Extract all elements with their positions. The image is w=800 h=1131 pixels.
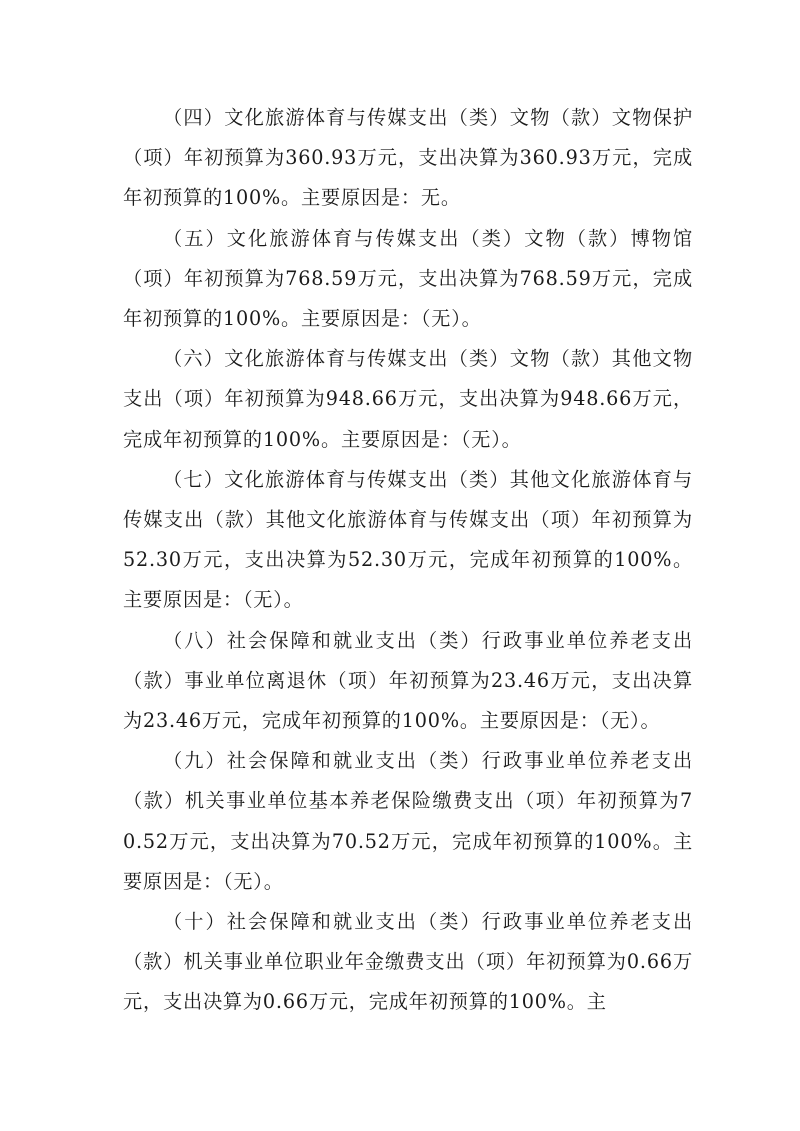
paragraph-7-other-culture-tourism-sports-media: （七）文化旅游体育与传媒支出（类）其他文化旅游体育与传媒支出（款）其他文化旅游体育与传媒支出（项）年初预算为52.30万元，支出决算为52.30万元，完成年初预算的100%。主要原因是：（无）。 bbox=[123, 467, 693, 612]
paragraph-5-museum: （五）文化旅游体育与传媒支出（类）文物（款）博物馆（项）年初预算为768.59万元，支出决算为768.59万元，完成年初预算的100%。主要原因是：（无）。 bbox=[123, 226, 693, 331]
document-body bbox=[123, 98, 693, 1023]
paragraph-8-institution-retirement: （八）社会保障和就业支出（类）行政事业单位养老支出（款）事业单位离退休（项）年初预算为23.46万元，支出决算为23.46万元，完成年初预算的100%。主要原因是：（无）。 bbox=[123, 628, 693, 733]
paragraph-6-other-cultural-relics: （六）文化旅游体育与传媒支出（类）文物（款）其他文物支出（项）年初预算为948.66万元，支出决算为948.66万元，完成年初预算的100%。主要原因是：（无）。 bbox=[123, 347, 693, 451]
paragraph-4-cultural-relics-protection: （四）文化旅游体育与传媒支出（类）文物（款）文物保护（项）年初预算为360.93万元，支出决算为360.93万元，完成年初预算的100%。主要原因是：无。 bbox=[123, 106, 693, 210]
paragraph-10-occupational-annuity: （十）社会保障和就业支出（类）行政事业单位养老支出（款）机关事业单位职业年金缴费支出（项）年初预算为0.66万元，支出决算为0.66万元，完成年初预算的100%。主 bbox=[123, 910, 693, 1014]
paragraph-9-basic-pension-insurance: （九）社会保障和就业支出（类）行政事业单位养老支出（款）机关事业单位基本养老保险缴费支出（项）年初预算为70.52万元，支出决算为70.52万元，完成年初预算的100%。主要原因是：（无）。 bbox=[123, 749, 693, 893]
